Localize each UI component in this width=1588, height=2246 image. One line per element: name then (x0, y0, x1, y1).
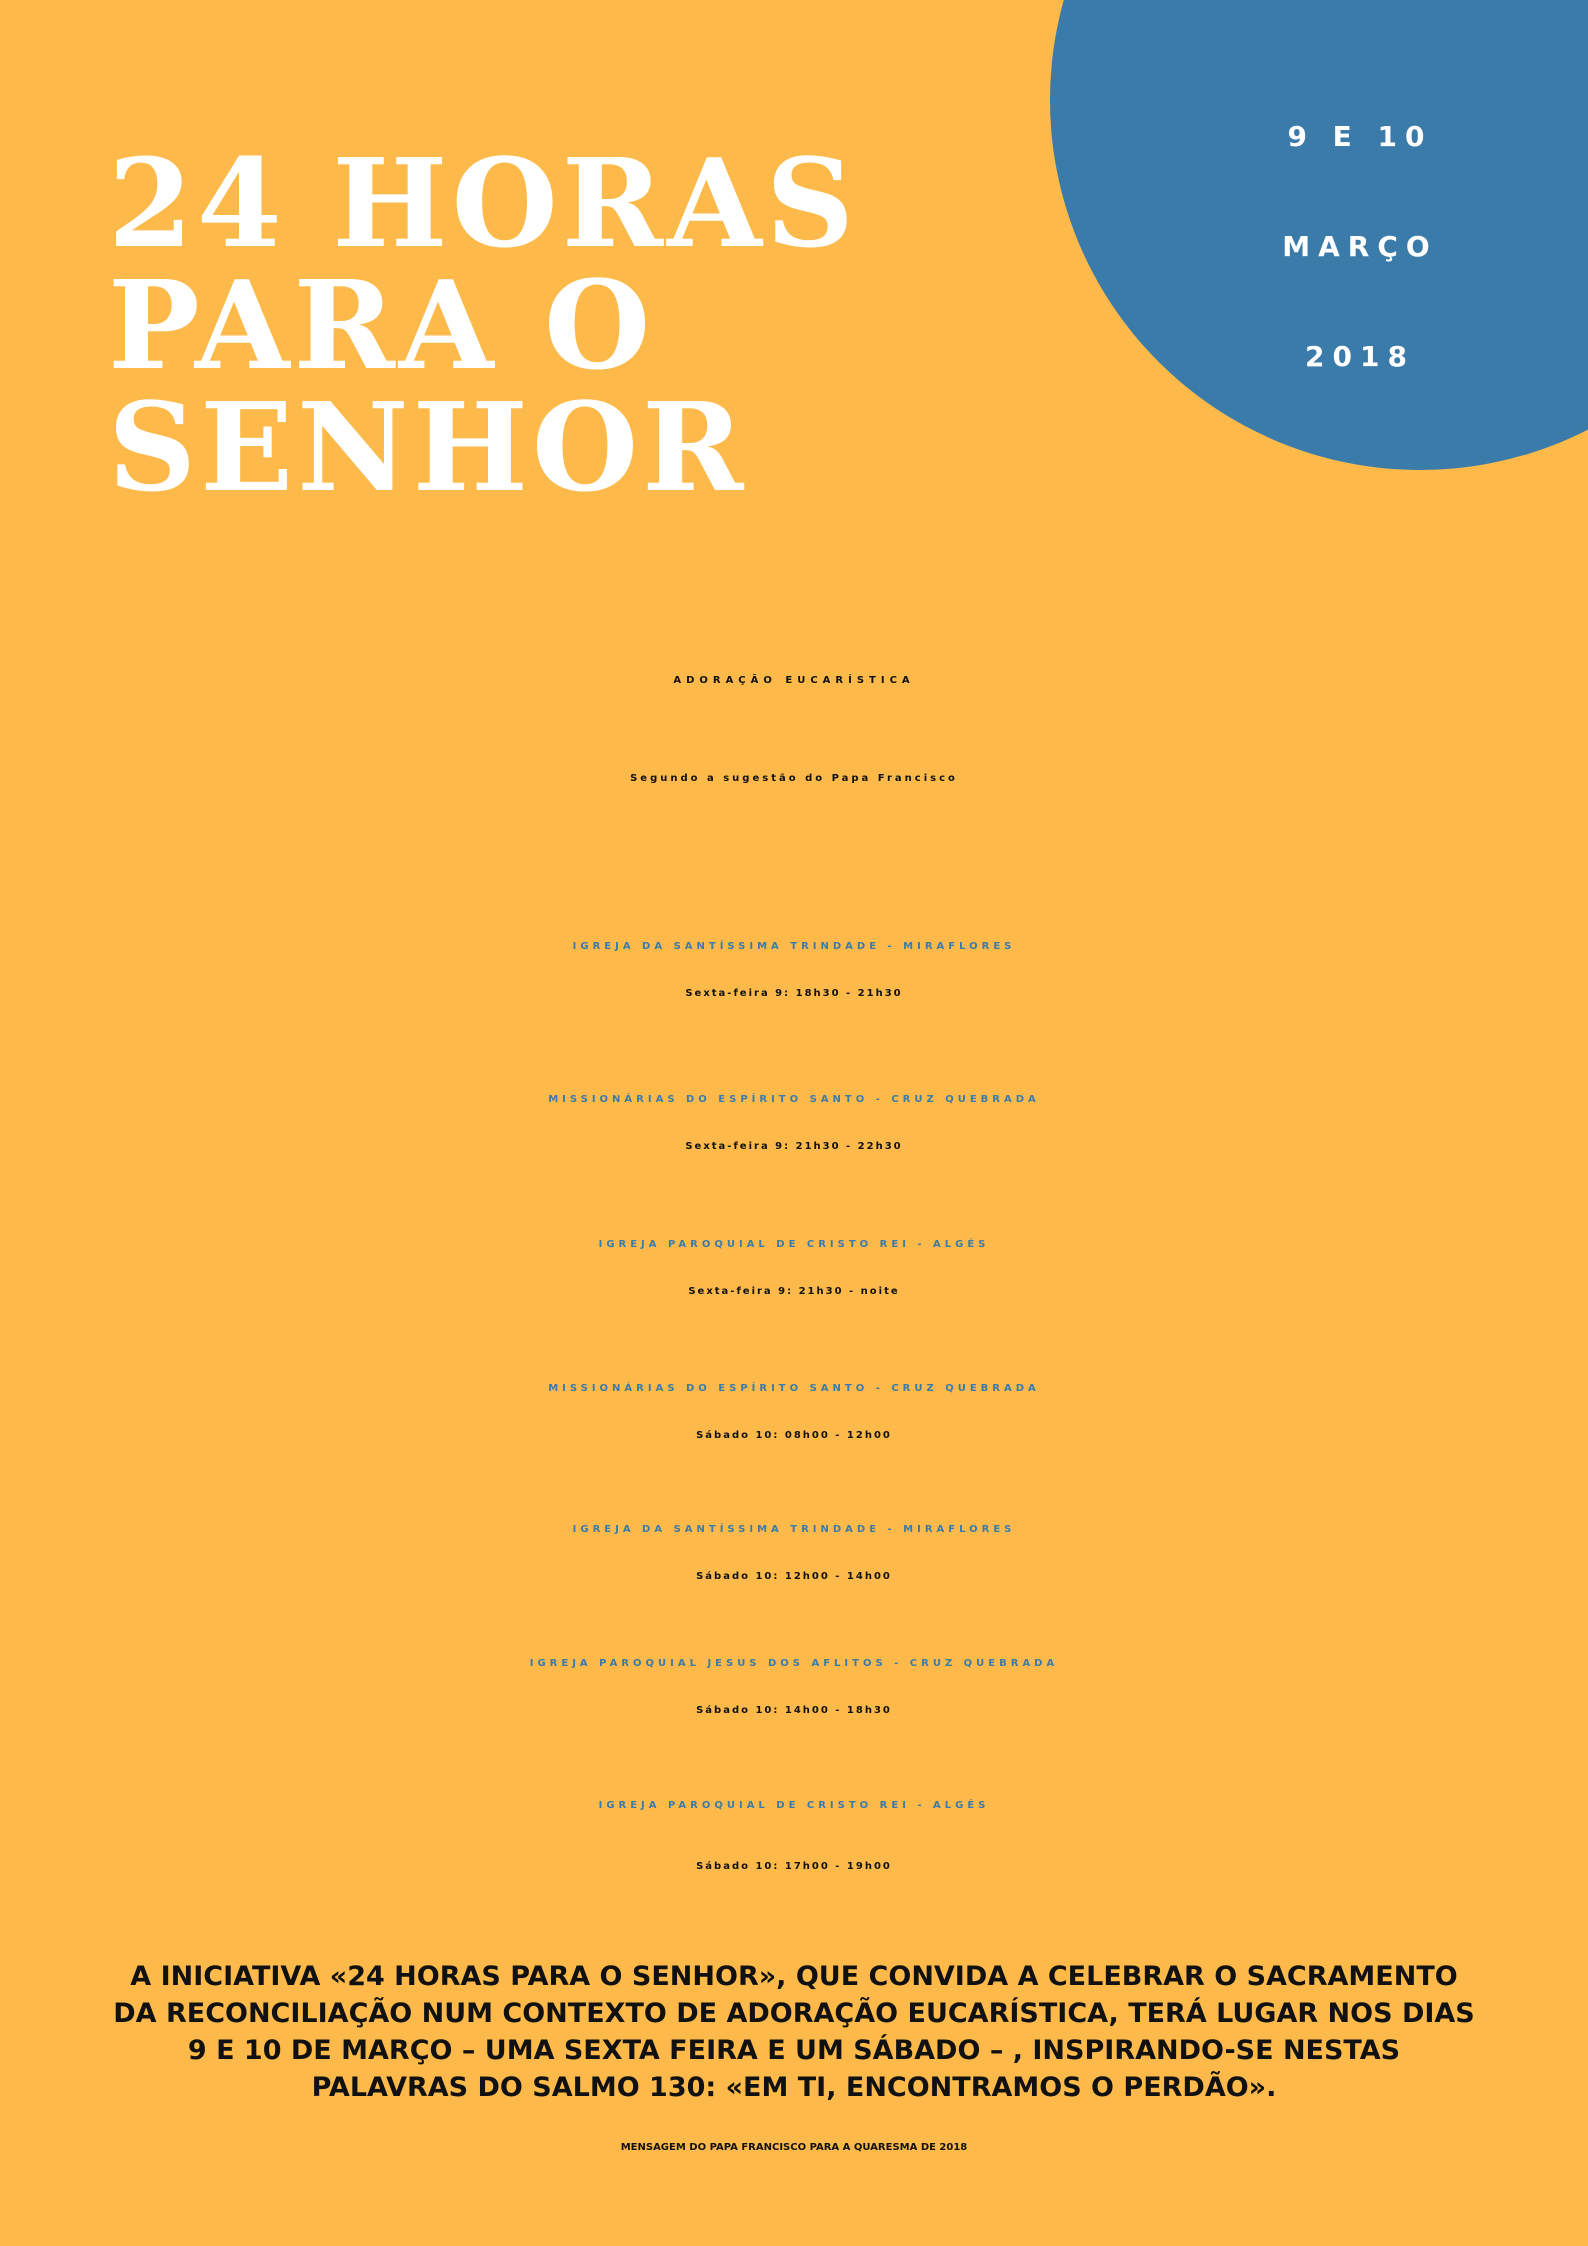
footnote-line-4: PALAVRAS DO SALMO 130: «EM TI, ENCONTRAMOS O PERDÃO». (311, 2072, 1277, 2103)
event-2 (0, 1075, 1588, 1169)
footnote (60, 1958, 1528, 2106)
event-time: Sexta-feira 9: 18h30 - 21h30 (685, 988, 903, 999)
poster-title (108, 131, 858, 519)
event-5 (0, 1505, 1588, 1599)
event-place: MISSIONÁRIAS DO ESPÍRITO SANTO - CRUZ QUEBRADA (548, 1094, 1040, 1105)
footnote-line-1: A INICIATIVA «24 HORAS PARA O SENHOR», QUE CONVIDA A CELEBRAR O SACRAMENTO (130, 1961, 1458, 1992)
event-7 (0, 1781, 1588, 1889)
event-4 (0, 1364, 1588, 1458)
event-place: MISSIONÁRIAS DO ESPÍRITO SANTO - CRUZ QUEBRADA (548, 1383, 1040, 1394)
poster-title-line-1: 24 HORAS (108, 131, 858, 275)
event-time: Sábado 10: 12h00 - 14h00 (696, 1571, 892, 1582)
date-year: 2018 (1305, 340, 1415, 373)
date-badge (1120, 82, 1588, 412)
poster-title-line-3: SENHOR (108, 375, 748, 519)
event-place: IGREJA DA SANTÍSSIMA TRINDADE - MIRAFLORES (572, 941, 1016, 952)
event-time: Sábado 10: 14h00 - 18h30 (696, 1705, 892, 1716)
tagline: Segundo a sugestão do Papa Francisco (630, 773, 958, 784)
footnote-line-3: 9 E 10 DE MARÇO – UMA SEXTA FEIRA E UM SÁBADO – , INSPIRANDO-SE NESTAS (187, 2035, 1401, 2066)
event-time: Sexta-feira 9: 21h30 - 22h30 (685, 1141, 903, 1152)
event-1 (0, 922, 1588, 1016)
event-3 (0, 1220, 1588, 1314)
event-place: IGREJA PAROQUIAL DE CRISTO REI - ALGÉS (598, 1800, 990, 1811)
poster-title-line-2: PARA O (108, 253, 655, 397)
event-place: IGREJA DA SANTÍSSIMA TRINDADE - MIRAFLORES (572, 1524, 1016, 1535)
date-month: MARÇO (1282, 230, 1438, 263)
event-time: Sábado 10: 17h00 - 19h00 (696, 1861, 892, 1872)
credit-line: MENSAGEM DO PAPA FRANCISCO PARA A QUARESMA DE 2018 (620, 2142, 968, 2153)
date-days: 9 E 10 (1287, 120, 1433, 153)
event-6 (0, 1639, 1588, 1733)
event-place: IGREJA PAROQUIAL DE CRISTO REI - ALGÉS (598, 1239, 990, 1250)
event-place: IGREJA PAROQUIAL JESUS DOS AFLITOS - CRUZ QUEBRADA (529, 1658, 1059, 1669)
subtitle: ADORAÇÃO EUCARÍSTICA (673, 675, 915, 686)
event-time: Sábado 10: 08h00 - 12h00 (696, 1430, 892, 1441)
event-time: Sexta-feira 9: 21h30 - noite (688, 1286, 900, 1297)
footnote-line-2: DA RECONCILIAÇÃO NUM CONTEXTO DE ADORAÇÃO EUCARÍSTICA, TERÁ LUGAR NOS DIAS (113, 1998, 1475, 2029)
